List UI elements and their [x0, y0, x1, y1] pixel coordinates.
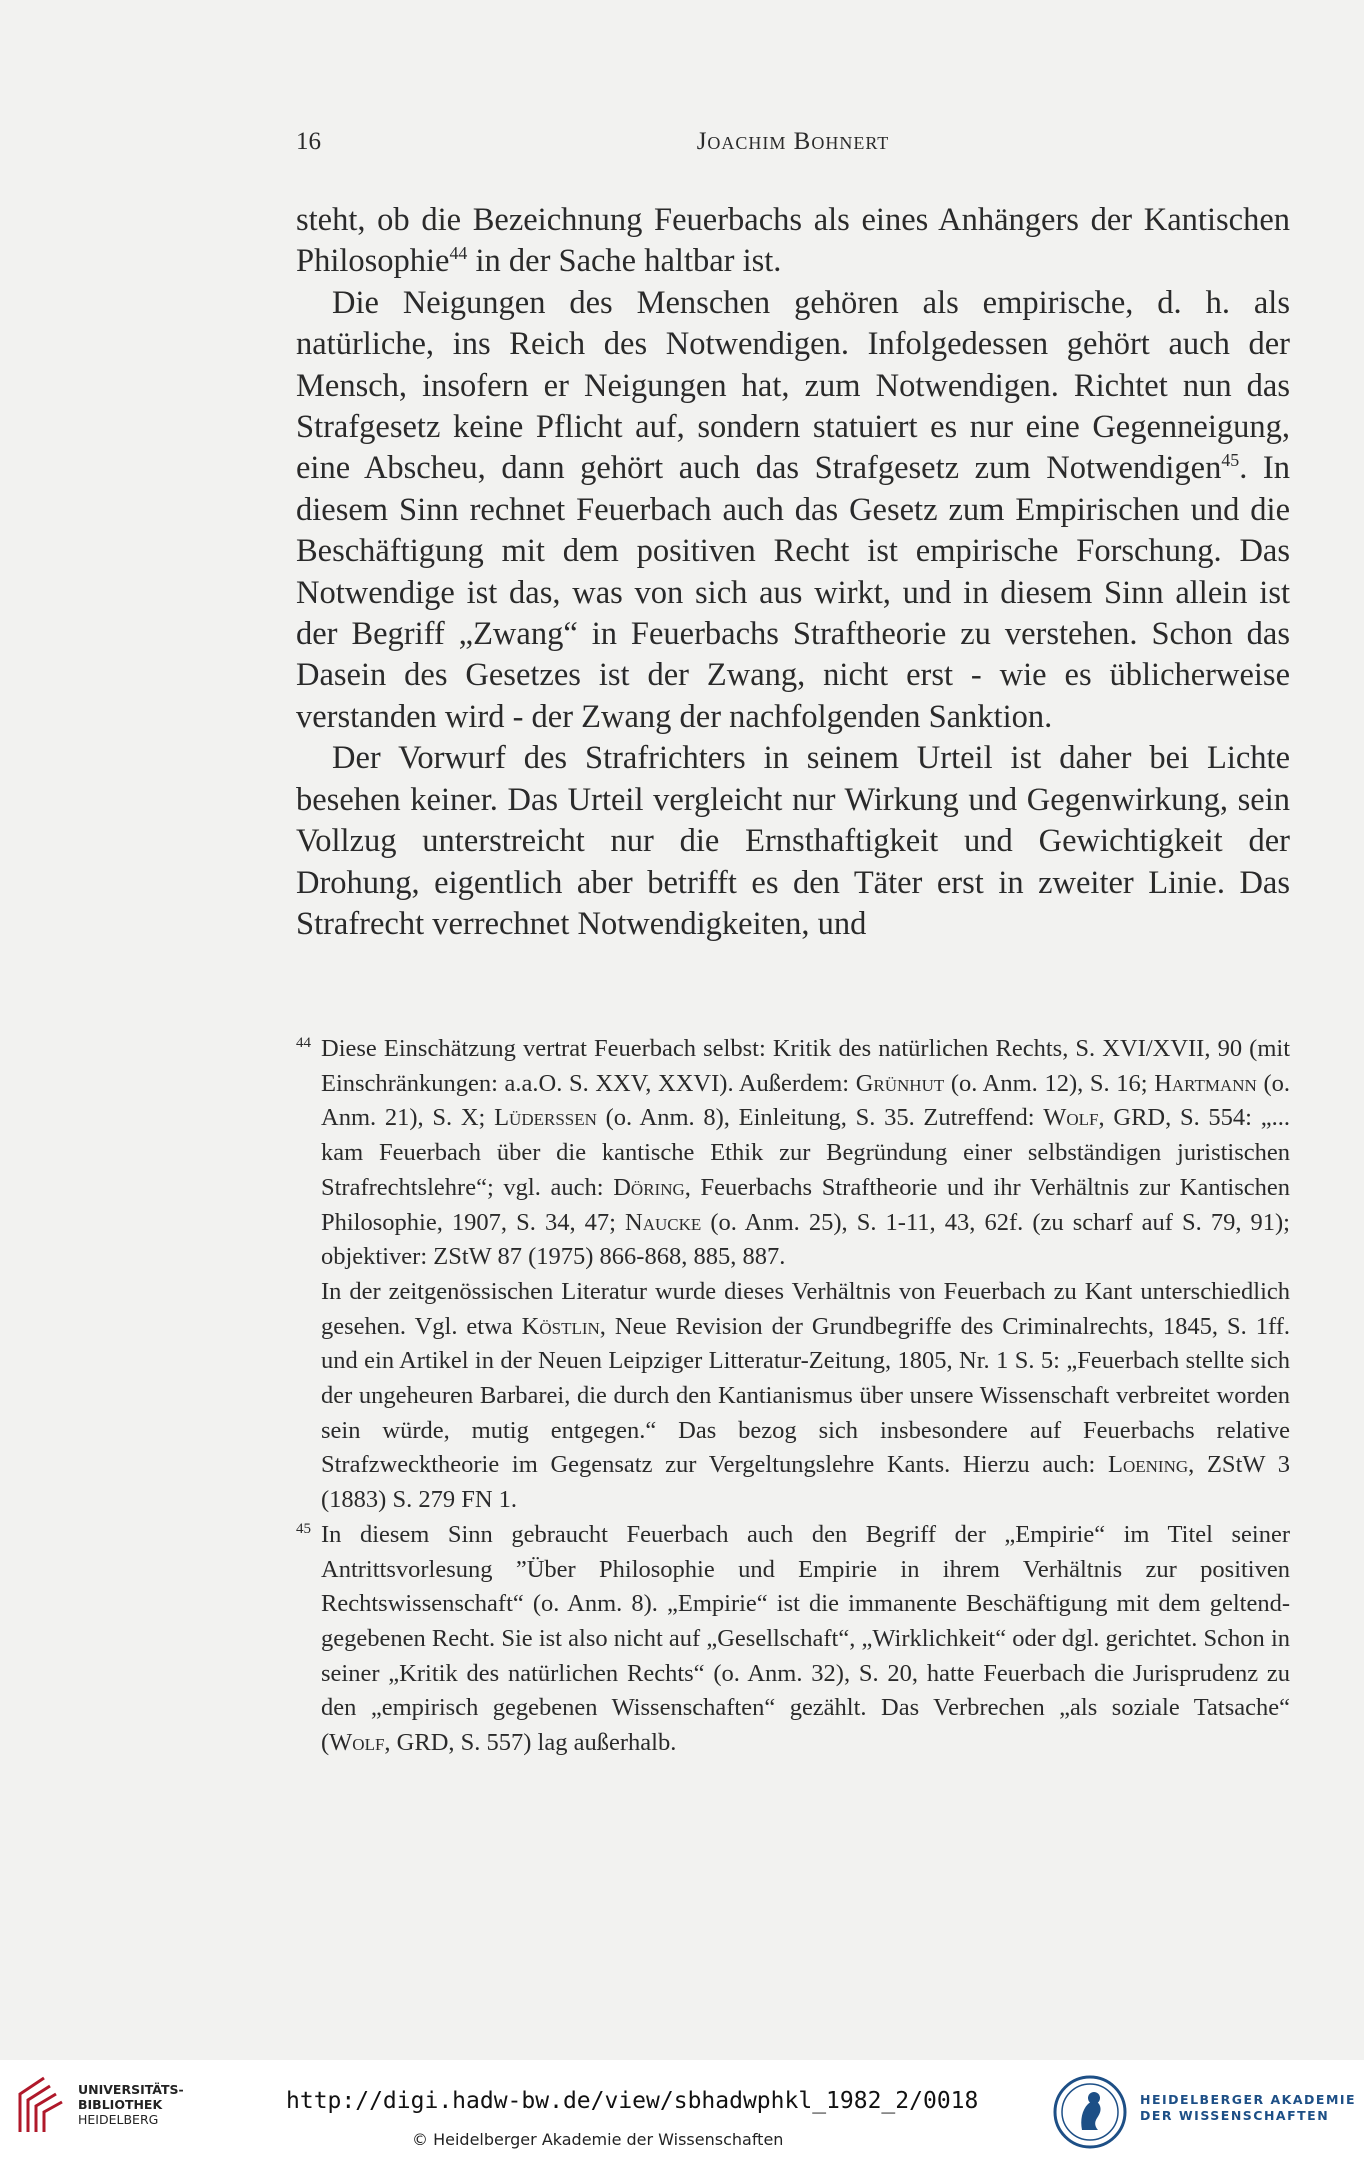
footnote-44-para-2	[321, 1275, 1290, 1518]
footnote-45-mark: 45	[296, 1520, 311, 1537]
fn44-text: (o. Anm. 25), S. 1-11, 43, 62f. (zu scharf auf S. 79, 91); objektiver: ZStW 87 (1975) 866-868, 885, 887.	[321, 1208, 1290, 1271]
fn44-text: Diese Einschätzung vertrat Feuerbach selbst: Kritik des natürlichen Rechts, S. XVI/XVII, 90 (mit Einschränkungen: a.a.O. S. XXV, XXVI). Außerdem:	[321, 1035, 1290, 1097]
copyright-notice: © Heidelberger Akademie der Wissenschaften	[412, 2130, 784, 2149]
library-name-line-3: HEIDELBERG	[78, 2112, 159, 2127]
footnote-ref-44: 44	[449, 243, 468, 264]
fn44-text: , ZStW 3 (1883) S. 279 FN 1.	[321, 1451, 1290, 1514]
paragraph-1-text-b: in der Sache haltbar ist.	[467, 243, 782, 280]
author-name: Wolf	[1043, 1104, 1099, 1132]
footnote-44-para-1	[321, 1032, 1290, 1275]
paragraph-1	[296, 200, 1290, 283]
fn44-text: (o. Anm. 21), S. X;	[321, 1069, 1290, 1132]
running-head	[296, 128, 1290, 162]
library-name-line-1: UNIVERSITÄTS-	[78, 2082, 184, 2097]
author-name: Naucke	[625, 1208, 702, 1236]
academy-name-line-1: HEIDELBERGER AKADEMIE	[1140, 2092, 1357, 2107]
fn44-text: In der zeitgenössischen Literatur wurde dieses Verhältnis von Feuerbach zu Kant unterschiedlich gesehen. Vgl. etwa	[321, 1277, 1290, 1340]
permalink-url[interactable]: http://digi.hadw-bw.de/view/sbhadwphkl_1982_2/0018	[286, 2088, 979, 2114]
page-number: 16	[296, 128, 321, 155]
author-name: Grünhut	[855, 1069, 945, 1097]
footnote-44	[296, 1032, 1290, 1518]
author-name: Köstlin	[521, 1312, 600, 1340]
fn44-text: (o. Anm. 8), Einleitung, S. 35. Zutreffend:	[596, 1104, 1044, 1132]
running-head-author: Joachim Bohnert	[696, 128, 890, 155]
body-text	[296, 200, 1290, 945]
author-name: Hartmann	[1154, 1069, 1257, 1097]
viewer-footer	[0, 2060, 1364, 2162]
author-name: Lüderssen	[494, 1104, 597, 1132]
footnote-45	[296, 1518, 1290, 1761]
fn44-text: (o. Anm. 12), S. 16;	[944, 1069, 1155, 1097]
academy-seal-icon	[1052, 2074, 1128, 2150]
author-name: Loening	[1108, 1451, 1189, 1479]
university-library-logo-icon	[14, 2072, 70, 2138]
academy-name-line-2: DER WISSENSCHAFTEN	[1140, 2108, 1330, 2123]
library-name-line-2: BIBLIOTHEK	[78, 2097, 163, 2112]
fn44-text: , Neue Revision der Grundbegriffe des Criminalrechts, 1845, S. 1ff. und ein Artikel in der Neuen Leipziger Litteratur-Zeitung, 1805, Nr. 1 S. 5: „Feuerbach stellte sich der ungeheuren Barbarei, die durch den Kantianismus über unsere Wissenschaft verbreitet worden sein würde, mutig entgegen.“ Das bezog sich insbesondere auf Feuerbachs relative Strafzwecktheorie im Gegensatz zur Vergeltungslehre Kants. Hierzu auch:	[321, 1312, 1290, 1479]
fn44-text: , GRD, S. 554: „... kam Feuerbach über die kantische Ethik zur Begründung einer selbständigen juristischen Strafrechtslehre“; vgl. auch:	[321, 1104, 1290, 1201]
author-name: Döring	[613, 1173, 685, 1201]
paragraph-1-text-a: steht, ob die Bezeichnung Feuerbachs als eines Anhängers der Kantischen Philosophie	[296, 202, 1290, 280]
paragraph-2	[296, 283, 1290, 738]
fn45-text: In diesem Sinn gebraucht Feuerbach auch den Begriff der „Empirie“ im Titel seiner Antrittsvorlesung ”Über Philosophie und Empirie in ihrem Verhältnis zur positiven Rechtswissenschaft“ (o. Anm. 8). „Empirie“ ist die immanente Beschäftigung mit dem geltend-gegebenen Recht. Sie ist also nicht auf „Gesellschaft“, „Wirklichkeit“ oder dgl. gerichtet. Schon in seiner „Kritik des natürlichen Rechts“ (o. Anm. 32), S. 20, hatte Feuerbach die Jurisprudenz zu den „empirisch gegebenen Wissenschaften“ gezählt. Das Verbrechen „als soziale Tatsache“ (	[321, 1520, 1290, 1757]
paragraph-2-text-a: Die Neigungen des Menschen gehören als empirische, d. h. als natürliche, ins Reich des Notwendigen. Infolgedessen gehört auch der Mensch, insofern er Neigungen hat, zum Notwendigen. Richtet nun das Strafgesetz keine Pflicht auf, sondern statuiert es nur eine Gegenneigung, eine Abscheu, dann gehört auch das Strafgesetz zum Notwendigen	[296, 284, 1290, 487]
footnote-45-para-1	[321, 1518, 1290, 1761]
fn45-text: , GRD, S. 557) lag außerhalb.	[384, 1729, 677, 1757]
university-library-name	[78, 2082, 184, 2127]
fn44-text: , Feuerbachs Straftheorie und ihr Verhältnis zur Kantischen Philosophie, 1907, S. 34, 47;	[321, 1173, 1290, 1236]
author-name: Wolf	[329, 1729, 385, 1757]
paragraph-3: Der Vorwurf des Strafrichters in seinem Urteil ist daher bei Lichte besehen keiner. Das Urteil vergleicht nur Wirkung und Gegenwirkung, sein Vollzug unterstreicht nur die Ernsthaftigkeit und Gewichtigkeit der Drohung, eigentlich aber betrifft es den Täter erst in zweiter Linie. Das Strafrecht verrechnet Notwendigkeiten, und	[296, 740, 1290, 942]
footnote-ref-45: 45	[1221, 450, 1240, 471]
footnotes	[296, 1032, 1290, 1761]
academy-name	[1140, 2092, 1356, 2124]
footnote-44-mark: 44	[296, 1035, 311, 1051]
paragraph-2-text-b: . In diesem Sinn rechnet Feuerbach auch das Gesetz zum Empirischen und die Beschäftigung mit dem positiven Recht ist empirische Forschung. Das Notwendige ist das, was von sich aus wirkt, und in diesem Sinn allein ist der Begriff „Zwang“ in Feuerbachs Straftheorie zu verstehen. Schon das Dasein des Gesetzes ist der Zwang, nicht erst - wie es üblicherweise verstanden wird - der Zwang der nachfolgenden Sanktion.	[296, 450, 1290, 735]
